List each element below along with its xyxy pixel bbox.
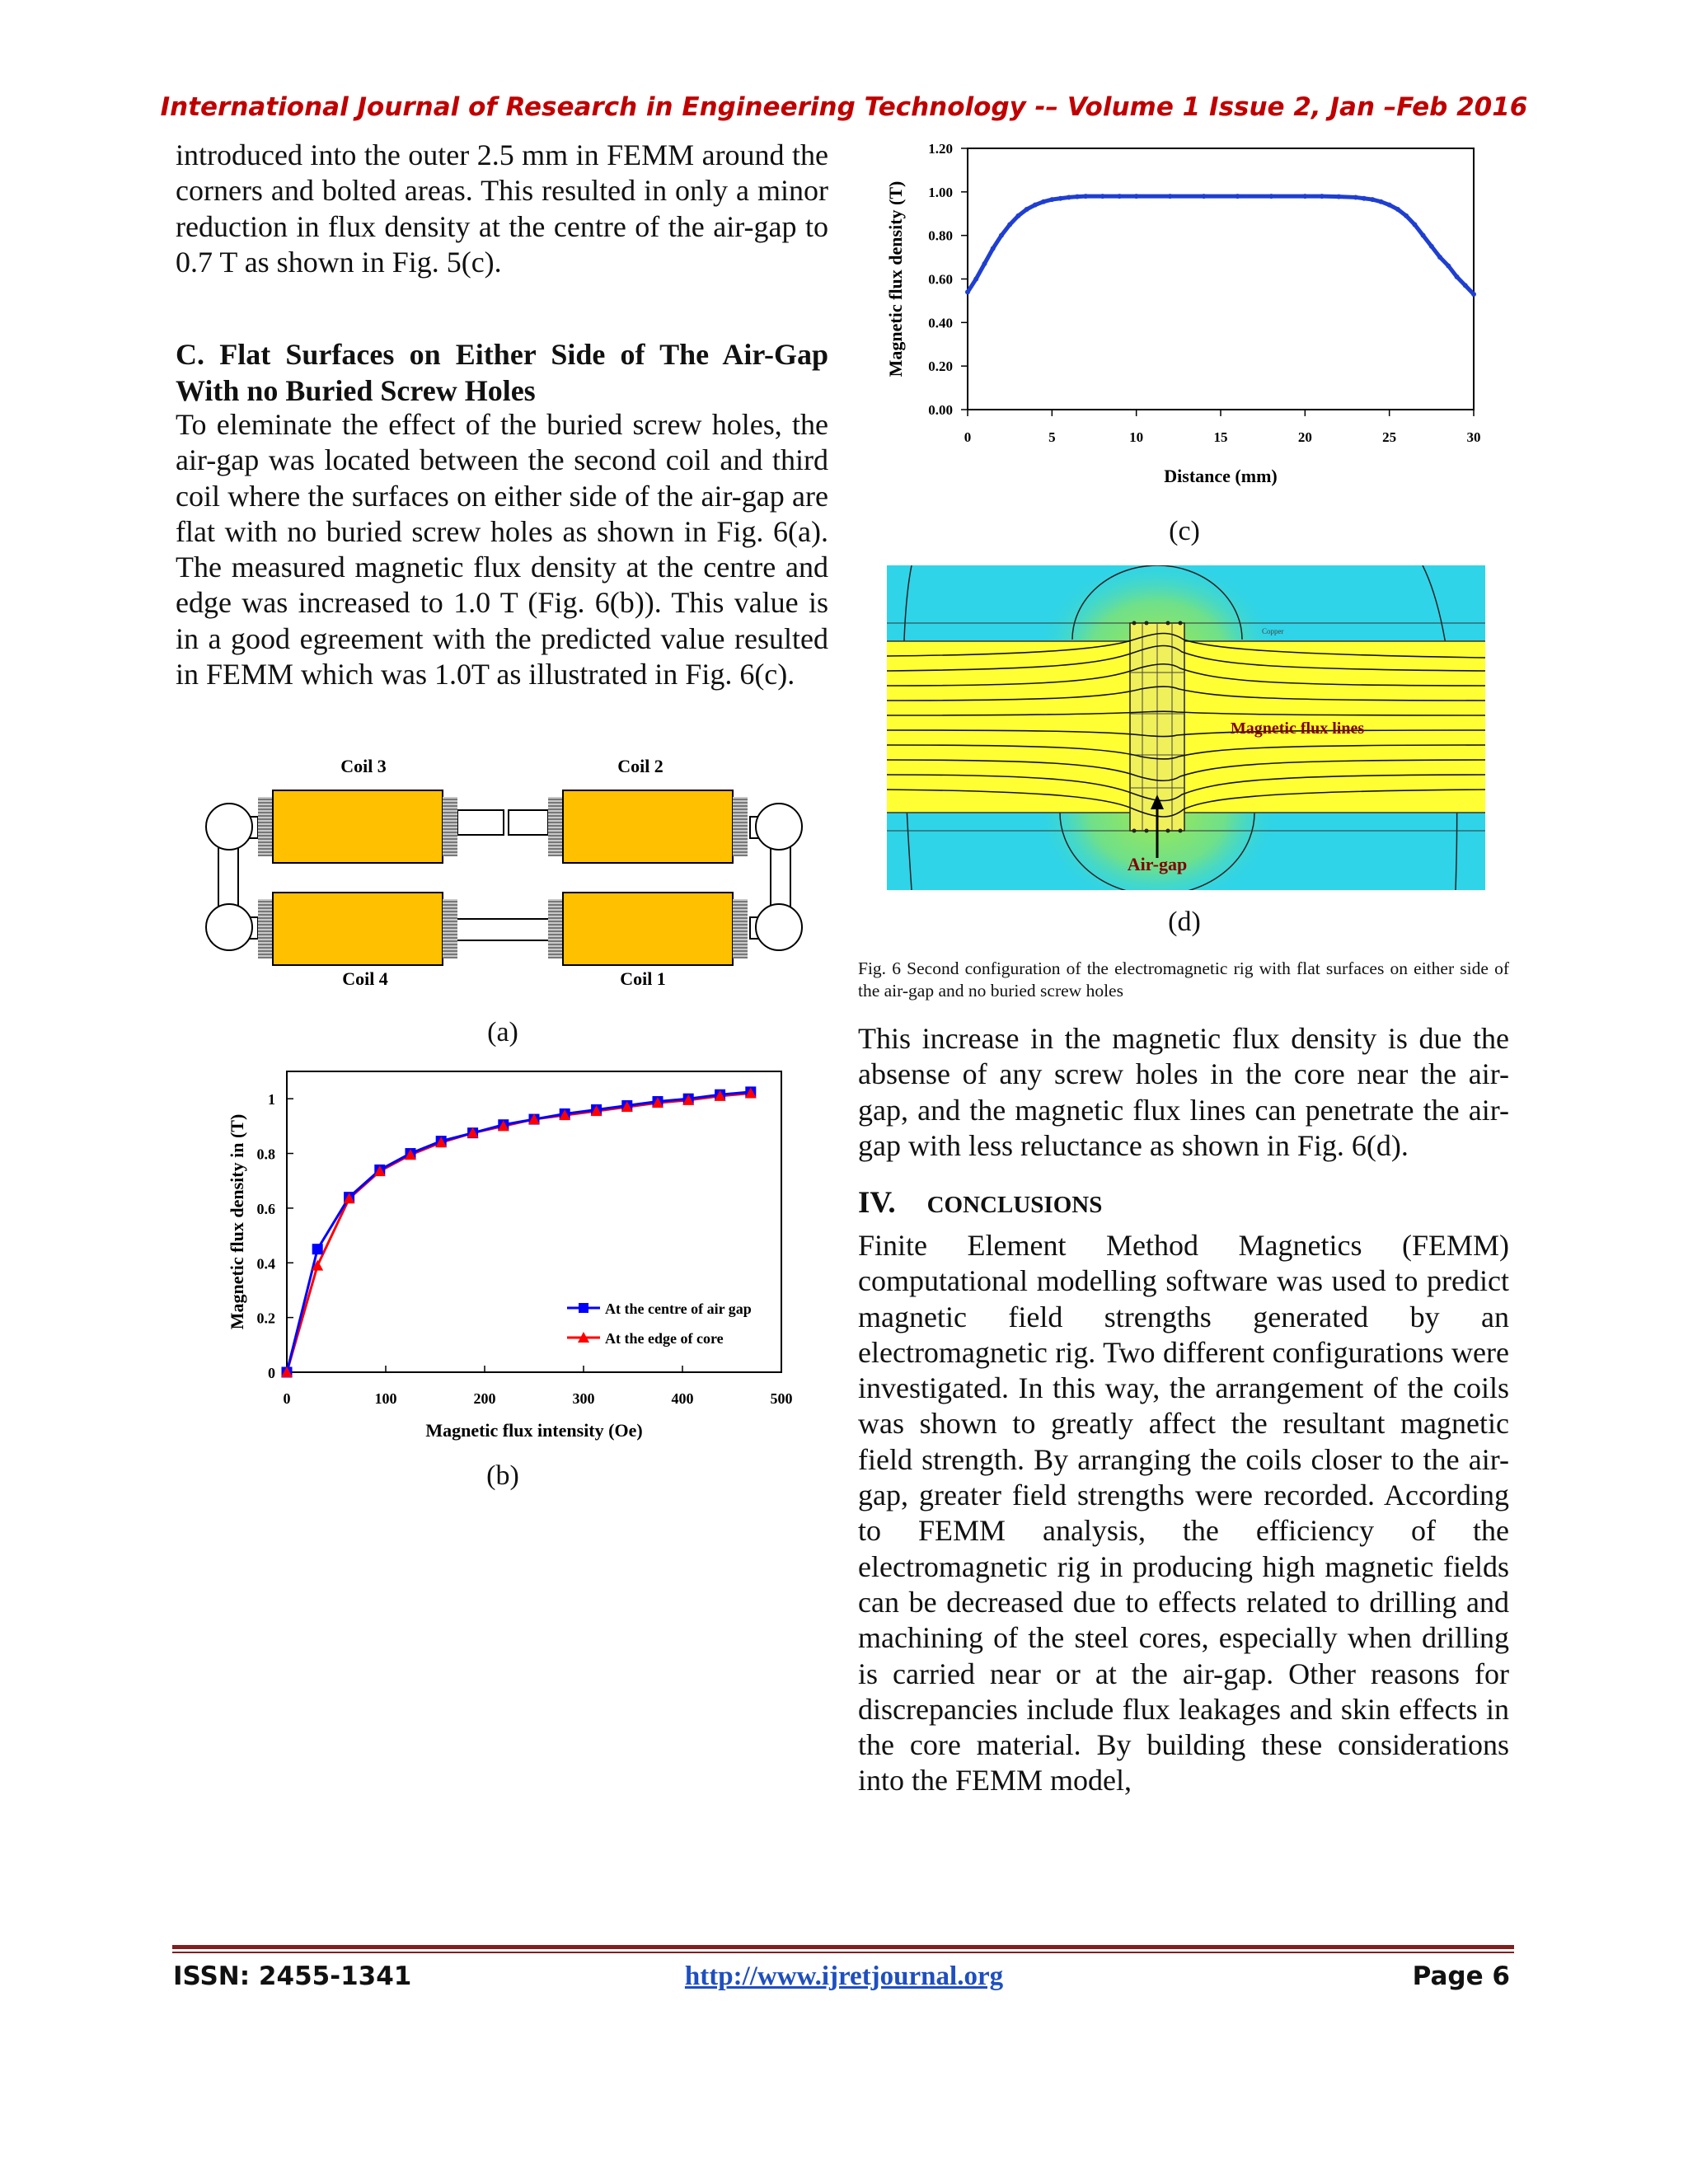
corner-pole	[756, 904, 802, 950]
footer-issn: ISSN: 2455-1341	[173, 1961, 412, 1991]
panel-label-a: (a)	[487, 1017, 518, 1047]
y-tick-label: 0.6	[256, 1200, 275, 1217]
y-tick-label: 0.60	[928, 271, 953, 288]
intro-paragraph: introduced into the outer 2.5 mm in FEMM around the corners and bolted areas. This resulted in only a minor reduction in flux density at the centre of the air-gap to 0.7 T as shown in Fig. 5(c).	[176, 138, 828, 279]
coil-1-body	[563, 893, 733, 965]
flux-lines-label: Magnetic flux lines	[1230, 719, 1365, 738]
data-point	[1446, 264, 1451, 269]
y-tick-label: 0.40	[928, 315, 953, 331]
data-point	[1235, 194, 1240, 199]
data-point	[1471, 292, 1476, 297]
plot-area	[968, 148, 1474, 410]
data-point	[1202, 194, 1207, 199]
journal-header: International Journal of Research in Engineering Technology -– Volume 1 Issue 2, Jan –Feb 2016	[160, 92, 1528, 122]
data-point	[1429, 244, 1434, 249]
femm-simulation	[887, 565, 1485, 890]
coil-label: Coil 3	[340, 756, 387, 776]
data-point	[1353, 194, 1358, 199]
data-point	[1007, 222, 1012, 227]
data-point	[1134, 194, 1139, 199]
subsection-heading: C. Flat Surfaces on Either Side of The Air-Gap With no Buried Screw Holes	[176, 338, 828, 407]
x-tick-label: 25	[1382, 429, 1397, 445]
coil-label: Coil 2	[617, 756, 663, 776]
data-point	[1049, 197, 1054, 202]
x-tick-label: 200	[473, 1390, 496, 1407]
section-number: IV.	[858, 1186, 896, 1220]
corner-pole	[206, 904, 252, 950]
corner-pole	[756, 804, 802, 850]
legend-label: At the centre of air gap	[605, 1301, 752, 1317]
y-tick-label: 0.2	[256, 1310, 275, 1327]
data-point	[1015, 213, 1020, 218]
data-point	[1083, 194, 1088, 199]
section-heading	[858, 1185, 1102, 1221]
footer-url-link[interactable]: http://www.ijretjournal.org	[684, 1961, 1004, 1991]
data-point	[965, 289, 970, 294]
x-tick-label: 15	[1213, 429, 1228, 445]
steel-core	[887, 641, 1485, 813]
panel-label-c: (c)	[1169, 516, 1200, 546]
data-point	[991, 246, 996, 251]
data-point	[1455, 274, 1460, 279]
data-point	[973, 277, 978, 282]
legend-marker	[579, 1303, 588, 1313]
copper-label: Copper	[1262, 627, 1284, 635]
data-point	[999, 233, 1004, 238]
data-point	[982, 261, 987, 266]
y-tick-label: 1.20	[928, 141, 953, 157]
footer-rule	[172, 1945, 1514, 1949]
y-tick-label: 0.20	[928, 359, 953, 375]
data-point	[1370, 197, 1375, 202]
coil-3-body	[273, 790, 443, 863]
y-tick-label: 0.8	[256, 1146, 275, 1163]
y-tick-label: 0.4	[256, 1255, 275, 1272]
data-point	[1404, 213, 1409, 218]
data-point	[1336, 194, 1341, 199]
subsection-paragraph: To eleminate the effect of the buried screw holes, the air-gap was located between the second coil and third coil where the surfaces on either side of the air-gap are flat with no buried screw holes as shown in Fig. 6(a). The measured magnetic flux density at the centre and edge was increased to 1.0 T (Fig. 6(b)). This value is in a good egreement with the predicted value resulted in FEMM which was 1.0T as illustrated in Fig. 6(c).	[176, 408, 828, 691]
coil-label: Coil 4	[342, 968, 388, 989]
data-point	[1378, 199, 1383, 204]
y-tick-label: 1	[268, 1091, 275, 1108]
discussion-paragraph: This increase in the magnetic flux density is due the absense of any screw holes in the core near the air-gap, and the magnetic flux lines can penetrate the air-gap with less reluctance as shown in Fig. 6(d).	[858, 1022, 1509, 1162]
x-tick-label: 10	[1129, 429, 1144, 445]
data-point	[1387, 203, 1392, 208]
y-tick-label: 1.00	[928, 184, 953, 200]
section-title: CONCLUSIONS	[926, 1192, 1103, 1218]
y-axis-label: Magnetic flux density (T)	[885, 180, 906, 377]
data-point	[1437, 255, 1442, 260]
x-tick-label: 400	[671, 1390, 694, 1407]
x-tick-label: 0	[283, 1390, 291, 1407]
coil-4-body	[273, 893, 443, 965]
bh-chart	[218, 1063, 812, 1442]
x-tick-label: 5	[1048, 429, 1056, 445]
x-tick-label: 20	[1297, 429, 1312, 445]
data-point	[1463, 283, 1468, 288]
data-point	[1320, 194, 1325, 199]
data-point	[1041, 199, 1046, 204]
frame-bar	[509, 810, 548, 835]
coil-diagram	[202, 746, 812, 1001]
y-tick-label: 0.80	[928, 227, 953, 244]
air-gap-label: Air-gap	[1127, 854, 1188, 874]
footer-rule-thin	[172, 1952, 1514, 1953]
data-point	[1412, 222, 1417, 227]
y-tick-label: 0	[268, 1365, 275, 1381]
data-point	[1067, 194, 1071, 199]
coil-2-body	[563, 790, 733, 863]
conclusions-paragraph: Finite Element Method Magnetics (FEMM) computational modelling software was used to predict magnetic field strengths generated by an electromagnetic rig. Two different configurations were investigated. In this way, the arrangement of the coils was shown to greatly affect the resultant magnetic field strength. By arranging the coils closer to the air-gap, greater field strengths were recorded. According to FEMM analysis, the efficiency of the electromagnetic rig in producing high magnetic fields can be decreased due to effects related to drilling and machining of the steel cores, especially when drilling is carried near or at the air-gap. Other reasons for discrepancies include flux leakages and skin effects in the core material. By building these considerations into the FEMM model,	[858, 1229, 1509, 1797]
data-point	[1421, 233, 1426, 238]
legend-label: At the edge of core	[605, 1330, 724, 1347]
x-axis-label: Distance (mm)	[1164, 466, 1278, 486]
flux-profile-chart	[882, 136, 1517, 499]
frame-bar	[449, 919, 556, 940]
figure-caption: Fig. 6 Second configuration of the electromagnetic rig with flat surfaces on either side of the air-gap and no buried screw holes	[858, 958, 1509, 1001]
x-tick-label: 500	[770, 1390, 793, 1407]
corner-pole	[206, 804, 252, 850]
x-tick-label: 0	[964, 429, 972, 445]
data-point	[1058, 196, 1063, 201]
panel-label-d: (d)	[1168, 907, 1201, 937]
data-point	[1168, 194, 1173, 199]
y-tick-label: 0.00	[928, 402, 953, 418]
coil-label: Coil 1	[620, 968, 666, 989]
data-point	[1075, 194, 1080, 199]
footer-page-number: Page 6	[1412, 1961, 1510, 1991]
x-tick-label: 300	[572, 1390, 595, 1407]
frame-bar	[457, 810, 504, 835]
data-point	[1395, 207, 1400, 212]
data-point	[1117, 194, 1122, 199]
x-tick-label: 100	[374, 1390, 397, 1407]
x-axis-label: Magnetic flux intensity (Oe)	[425, 1420, 643, 1441]
data-point	[1268, 194, 1273, 199]
data-point	[1033, 203, 1038, 208]
panel-label-b: (b)	[486, 1460, 519, 1491]
data-point	[1025, 207, 1029, 212]
x-tick-label: 30	[1466, 429, 1481, 445]
data-point	[312, 1244, 322, 1254]
data-point	[1362, 196, 1367, 201]
data-point	[1302, 194, 1307, 199]
data-point	[1100, 194, 1105, 199]
y-axis-label: Magnetic flux density in (T)	[227, 1113, 247, 1330]
